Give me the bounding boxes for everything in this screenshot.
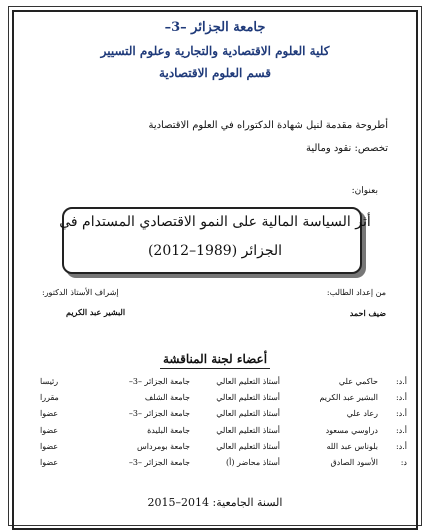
jury-title: أعضاء لجنة المناقشة (162, 352, 268, 366)
jury-member-name: بلوناس عبد الله (326, 442, 378, 451)
thesis-title-line1: أثر السياسة المالية على النمو الاقتصادي المستدام في (59, 214, 371, 230)
jury-member-title: د: (400, 458, 407, 467)
jury-member-name: حاكمي علي (338, 377, 378, 386)
jury-member-role: عضوا (40, 409, 59, 418)
academic-year: السنة الجامعية: 2014–2015 (147, 496, 283, 509)
jury-member-title: أ.د: (395, 442, 407, 451)
jury-member-institution: جامعة الشلف (144, 393, 190, 402)
jury-member-grade: أستاذ محاضر (أ) (226, 458, 280, 467)
thesis-title-line2: الجزائر (1989–2012) (147, 243, 283, 259)
title-label: بعنوان: (351, 186, 378, 196)
thesis-statement: أطروحة مقدمة لنيل شهادة الدكتوراه في العلوم الاقتصادية (148, 120, 388, 131)
specialty: تخصص: نقود ومالية (305, 143, 388, 154)
jury-row (0, 393, 430, 407)
jury-member-name: البشير عبد الكريم (319, 393, 378, 402)
jury-member-name: الأسود الصادق (330, 458, 378, 467)
jury-member-role: رئيسا (40, 377, 59, 386)
jury-row (0, 377, 430, 391)
supervisor-label: إشراف الأستاذ الدكتور: (42, 288, 119, 297)
jury-member-institution: جامعة الجزائر –3– (128, 377, 190, 386)
jury-member-title: أ.د: (395, 393, 407, 402)
university-name: جامعة الجزائر –3– (164, 20, 266, 35)
jury-row (0, 426, 430, 440)
jury-member-institution: جامعة بومرداس (137, 442, 190, 451)
jury-title-underline (160, 368, 270, 369)
jury-row (0, 458, 430, 472)
jury-member-institution: جامعة البليدة (147, 426, 190, 435)
jury-member-title: أ.د: (395, 409, 407, 418)
prepared-by-label: من إعداد الطالب: (326, 288, 386, 297)
jury-member-grade: أستاذ التعليم العالي (216, 377, 280, 386)
jury-member-institution: جامعة الجزائر –3– (128, 458, 190, 467)
jury-member-role: عضوا (40, 442, 59, 451)
faculty-name: كلية العلوم الاقتصادية والتجارية وعلوم التسيير (100, 44, 330, 58)
jury-member-grade: أستاذ التعليم العالي (216, 409, 280, 418)
jury-row (0, 442, 430, 456)
department-name: قسم العلوم الاقتصادية (159, 66, 271, 80)
jury-member-grade: أستاذ التعليم العالي (216, 393, 280, 402)
student-name: ضيف احمد (349, 308, 386, 318)
jury-member-role: عضوا (40, 426, 59, 435)
jury-member-grade: أستاذ التعليم العالي (216, 426, 280, 435)
jury-member-name: رعاد علي (346, 409, 378, 418)
jury-member-role: عضوا (40, 458, 59, 467)
jury-member-title: أ.د: (395, 426, 407, 435)
jury-member-grade: أستاذ التعليم العالي (216, 442, 280, 451)
jury-member-institution: جامعة الجزائر –3– (128, 409, 190, 418)
supervisor-name: البشير عبد الكريم (66, 307, 126, 317)
jury-member-role: مقررا (40, 393, 59, 402)
jury-row (0, 409, 430, 423)
jury-member-name: دراوسي مسعود (325, 426, 378, 435)
jury-member-title: أ.د: (395, 377, 407, 386)
